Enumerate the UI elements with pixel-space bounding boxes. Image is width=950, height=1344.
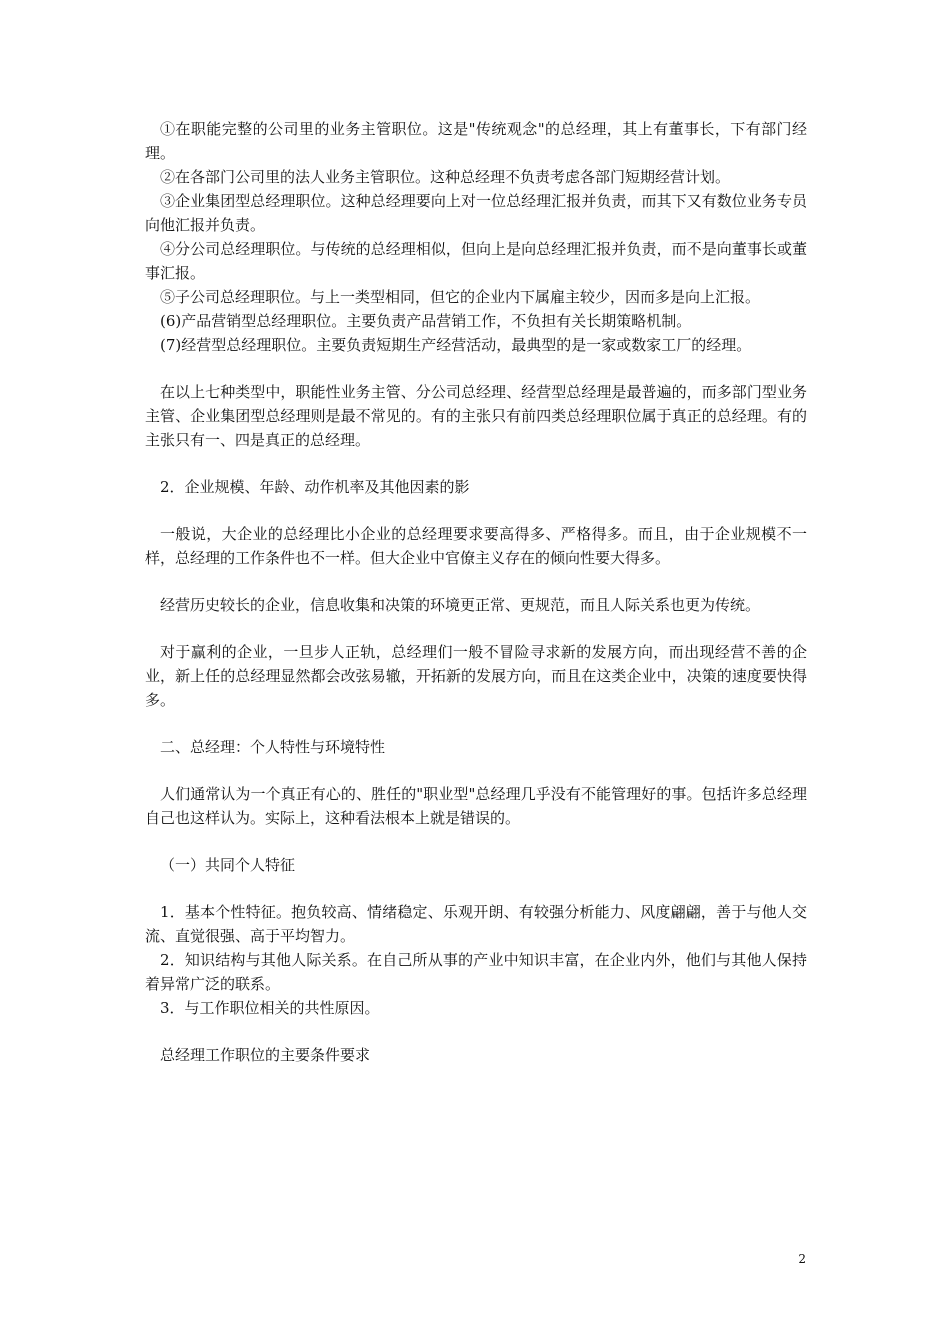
section-heading-traits: 二、总经理：个人特性与环境特性 xyxy=(160,738,386,756)
paragraph-type-5: ⑤子公司总经理职位。与上一类型相同，但它的企业内下属雇主较少，因而多是向上汇报。 xyxy=(160,288,761,306)
paragraph-type-3: ③企业集团型总经理职位。这种总经理要向上对一位总经理汇报并负责，而其下又有数位业务专员向他汇报并负责。 xyxy=(145,192,807,234)
paragraph-type-2: ②在各部门公司里的法人业务主管职位。这种总经理不负责考虑各部门短期经营计划。 xyxy=(160,168,731,186)
list-item-job-related: 3．与工作职位相关的共性原因。 xyxy=(160,999,380,1017)
subsection-heading-requirements: 总经理工作职位的主要条件要求 xyxy=(160,1046,371,1064)
paragraph-type-7: (7)经营型总经理职位。主要负责短期生产经营活动，最典型的是一家或数家工厂的经理。 xyxy=(160,336,752,354)
paragraph-type-6: (6)产品营销型总经理职位。主要负责产品营销工作，不负担有关长期策略机制。 xyxy=(160,312,692,330)
paragraph-profitability: 对于赢利的企业，一旦步人正轨，总经理们一般不冒险寻求新的发展方向，而出现经营不善的企业，新上任的总经理显然都会改弦易辙，开拓新的发展方向，而且在这类企业中，决策的速度要快得多。 xyxy=(145,643,807,709)
document-body xyxy=(145,117,807,1067)
paragraph-type-4: ④分公司总经理职位。与传统的总经理相似，但向上是向总经理汇报并负责，而不是向董事长或董事汇报。 xyxy=(145,240,807,282)
paragraph-enterprise-size: 一般说，大企业的总经理比小企业的总经理要求要高得多、严格得多。而且，由于企业规模不一样，总经理的工作条件也不一样。但大企业中官僚主义存在的倾向性要大得多。 xyxy=(145,525,807,567)
section-heading-factors: 2．企业规模、年龄、动作机率及其他因素的影 xyxy=(160,478,470,496)
paragraph-type-summary: 在以上七种类型中，职能性业务主管、分公司总经理、经营型总经理是最普遍的，而多部门型业务主管、企业集团型总经理则是最不常见的。有的主张只有前四类总经理职位属于真正的总经理。有的主张只有一、四是真正的总经理。 xyxy=(145,383,807,449)
paragraph-type-1: ①在职能完整的公司里的业务主管职位。这是"传统观念"的总经理，其上有董事长，下有部门经理。 xyxy=(145,120,807,162)
subsection-heading-common-traits: （一）共同个人特征 xyxy=(160,856,296,874)
list-item-personality: 1．基本个性特征。抱负较高、情绪稳定、乐观开朗、有较强分析能力、风度翩翩，善于与他人交流、直觉很强、高于平均智力。 xyxy=(145,903,807,945)
list-item-knowledge: 2．知识结构与其他人际关系。在自己所从事的产业中知识丰富，在企业内外，他们与其他人保持着异常广泛的联系。 xyxy=(145,951,807,993)
paragraph-common-belief: 人们通常认为一个真正有心的、胜任的"职业型"总经理几乎没有不能管理好的事。包括许多总经理自己也这样认为。实际上，这种看法根本上就是错误的。 xyxy=(145,785,807,827)
page-number: 2 xyxy=(798,1252,806,1266)
paragraph-enterprise-history: 经营历史较长的企业，信息收集和决策的环境更正常、更规范，而且人际关系也更为传统。 xyxy=(160,596,761,614)
